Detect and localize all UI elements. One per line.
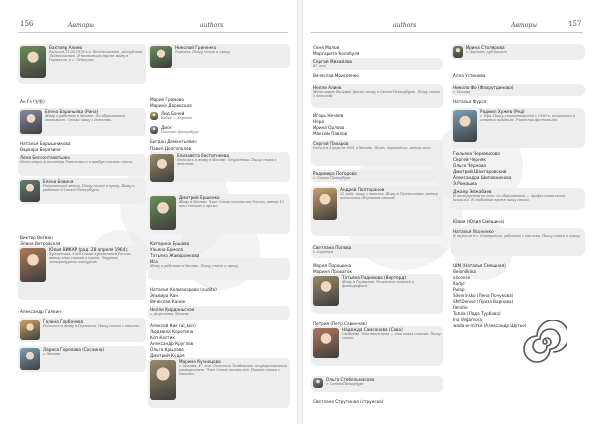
author-name: Надежда Самсонова (Сава): [342, 327, 403, 332]
author-name: Ольга Крылова: [150, 347, 184, 352]
author-photo: [150, 126, 158, 134]
author-name: Ан Гэ (安歌): [20, 99, 45, 104]
author-bio: г. Саратов: [313, 250, 333, 254]
author-name: Елена Бараньева (Рина): [45, 109, 99, 114]
author-bio: Бабко — Харьков: [161, 116, 192, 120]
author-name: Диск: [161, 125, 172, 130]
author-name: Ирина Орлова: [313, 125, 345, 130]
header-rule-left: [18, 32, 288, 33]
author-name: Бахтияр Алиев: [49, 45, 82, 50]
author-name: Гюльяна Черемисова: [453, 151, 500, 156]
page-number-right: 157: [568, 20, 582, 28]
author-name: Максим Павлов: [313, 131, 348, 136]
header-authors-en-left: authors: [200, 22, 224, 29]
author-bio: Родилась и живу в Москве. Студентка. Пишу стихи с детства.: [177, 158, 277, 167]
author-bio: Живу в Москве. Член Союза писателей России, автор 15 книг стихов и прозы.: [179, 200, 284, 209]
author-name: Елена Бовина: [43, 179, 74, 184]
author-name: Александра Шиповникова: [453, 175, 512, 180]
author-bio: Родилась и живу в Германии. Пишу стихи с юности.: [43, 324, 141, 328]
author-photo: [20, 46, 46, 78]
author-name: Мариня Проваток: [313, 269, 353, 274]
page-number-left: 156: [20, 20, 34, 28]
author-bio: Меня зовут Валерий Данко, живу в Санкт-Петербурге. Пишу стихи с детства.: [313, 90, 441, 99]
author-name: Галина Горбачева: [43, 319, 84, 324]
left-page: [0, 0, 297, 424]
author-bio: Живу в Германии. Увлекаюсь поэзией и фотографией.: [342, 280, 415, 289]
author-bio: Я выросла в г. Ставрополь, работаю с книгами. Пишу стихи и прозу.: [453, 234, 581, 238]
author-photo: [313, 188, 337, 220]
author-name: wada w-mirke (Александр Шутье): [453, 323, 527, 328]
author-name: Маргарита Колобуля: [313, 51, 360, 56]
author-name: Лид Бачей: [161, 111, 185, 116]
author-name: Андрей Полторанов: [340, 187, 385, 192]
author-bio: г. Москва: [453, 90, 471, 94]
right-page: [303, 0, 600, 424]
author-name: Сергей Черняк: [453, 157, 486, 162]
author-name: Радмил Хужев (Ред): [480, 109, 525, 114]
author-bio: г. Санкт-Петербург: [326, 382, 364, 386]
author-name: Сеня Малой: [313, 45, 340, 50]
author-name: Silverinsko (Лена Почукова): [453, 293, 514, 298]
author-photo: [20, 180, 40, 202]
author-name: Юлия (Юлия Смешина): [453, 219, 505, 224]
author-name: Ina Vegamora: [453, 317, 483, 322]
header-authors-ru-right: Авторы: [511, 22, 538, 29]
spiral-ornament-icon: [523, 320, 567, 364]
author-name: Сергей Михайлов: [313, 59, 352, 64]
header-authors-en-right: authors: [393, 22, 417, 29]
author-name: Александр Галкин: [20, 309, 61, 314]
author-bio: г. Харьков, публицист: [466, 50, 507, 54]
author-name: tlenitie: [453, 305, 468, 310]
author-photo: [313, 276, 339, 306]
author-bio: Я инструктор по йоге, по образованию — профессиональный психолог. В свободное время пишу стихи.: [453, 194, 566, 203]
author-name: Belonilkina: [453, 269, 476, 274]
author-photo: [150, 46, 172, 68]
author-name: Светлана Попова: [313, 245, 352, 250]
author-name: Tutula (Лада Турбова): [453, 311, 501, 316]
author-photo: [20, 320, 40, 340]
author-photo: [313, 328, 339, 358]
author-bio: Родился 3 апреля 1961 в Москве. Поэт, переводчик, автор книг.: [313, 146, 432, 150]
author-name: Татьяна Радимова (Вертерд): [342, 275, 406, 280]
author-name: Юлия ВИКАР (род. 28 апреля 1964).: [49, 247, 129, 252]
author-name: Никола Фо (Фахрутдинова): [453, 85, 514, 90]
author-entry-box: [148, 258, 290, 280]
author-name: Виктор Вегиан: [20, 235, 53, 240]
header-authors-ru-left: Авторы: [68, 22, 95, 29]
author-photo: [20, 348, 40, 370]
author-name: Элина Ветровская: [20, 241, 61, 246]
author-name: alicense: [453, 275, 471, 280]
author-name: Алексей Кик (al_kon): [150, 323, 196, 328]
author-bio: Художница, член Союза художников России, автор книг стихов и прозы. Лауреат литературных конкурсов.: [49, 252, 132, 265]
author-name: Игорь Нечаев: [313, 113, 344, 118]
author-name: Марина Даровская: [150, 103, 192, 108]
author-name: Pulap: [453, 287, 465, 292]
author-name: ШМ (Наталья Смешная): [453, 263, 506, 268]
author-name: Лена Бессонтаевтыжа: [20, 155, 70, 160]
author-name: Богдан Дементьевич: [150, 139, 197, 144]
author-name: Николай Гриненко: [175, 45, 217, 50]
author-name: Эльвира Кан: [150, 293, 179, 298]
author-bio: 47 лет: [313, 64, 326, 68]
author-photo: [20, 248, 46, 282]
author-name: Мария Громова: [150, 97, 184, 102]
author-name: Людмила Коротина: [150, 329, 194, 334]
author-name: Дмитрий Шахтаровский: [453, 169, 507, 174]
author-name: Нелли Кирданьсная: [150, 307, 195, 312]
author-name: Наталья Барышникова: [20, 141, 71, 146]
author-name: Нелли Алиев: [313, 85, 342, 90]
author-bio: Меня зовут Александра Ривальчик и я пробую писать стихи.: [20, 160, 134, 164]
author-name: Наталья Фурсе: [453, 99, 487, 104]
author-photo: [313, 378, 323, 388]
author-bio: 32 года, пишу с юности. Живу в Подмосковье. Автор нескольких сборников стихов.: [340, 192, 438, 201]
author-name: Радомира Погорова: [313, 171, 357, 176]
author-photo: [150, 360, 176, 400]
author-name: Ольга Стебельмасова: [326, 377, 375, 382]
header-rule-right: [311, 32, 583, 33]
author-name: Нора: [313, 119, 324, 124]
author-name: Иса: [150, 259, 159, 264]
author-bio: Начинающий автор. Пишу стихи и прозу. Живу и работаю в Санкт-Петербурге.: [43, 184, 135, 193]
author-name: Наталья Колмахарова (vudita): [150, 287, 217, 292]
author-bio: Свободна. Это твоя вина — это новая стихия. Пишу стихи.: [342, 332, 441, 341]
author-name: Наталья Ясоненко: [453, 229, 494, 234]
author-bio: Живу и работаю в Москве. Пишу стихи и прозу.: [150, 264, 239, 268]
author-photo: [150, 154, 174, 182]
author-bio: г. Санкт-Петербург: [313, 176, 351, 180]
author-name: Джанр Эйжабаев: [453, 189, 492, 194]
author-photo: [453, 46, 463, 58]
author-name: Kadyl: [453, 281, 465, 286]
author-name: Дмитрий Кудря: [150, 353, 185, 358]
author-name: Марина Кузнецова: [179, 359, 221, 364]
author-name: Петрия (Петр Савинчак): [313, 321, 367, 326]
author-bio: г. Уфа. Пишу стихотворения с 1990-х, печатаюсь в сетевых изданиях. Участник фестивалей.: [480, 114, 576, 123]
author-bio: Николай Даньербург: [161, 130, 199, 134]
author-bio: Живу и работаю в Москве. По образованию экономист. Стихи пишу с детства.: [45, 114, 126, 123]
author-name: Ульяна Ермола: [150, 247, 184, 252]
author-name: Вячеслав Канин: [150, 299, 186, 304]
author-photo: [150, 196, 176, 230]
author-name: Варвара Березина: [20, 147, 61, 152]
author-name: Мария Порошина: [313, 263, 352, 268]
author-bio: г. Москва: [43, 352, 61, 356]
author-bio: г. Апрелевка, Москва: [150, 312, 189, 316]
author-bio: г. Москва, 47 лет. Окончила Тамбовский государственный университет. Член Союза писателей. Пишет стихи с юности.: [179, 364, 288, 377]
author-name: Светлана Струтиная (струнска): [313, 399, 384, 404]
author-photo: [150, 112, 158, 120]
author-name: Ирина Столярова: [466, 45, 505, 50]
author-name: Э.Ромашка: [453, 181, 477, 186]
author-bio: Украина. Пишу стихи и прозу.: [175, 50, 231, 54]
author-name: Лариса Горелова (Соснина): [43, 347, 105, 352]
author-name: Ксп Костик: [150, 335, 175, 340]
author-name: Павел Долгополов: [150, 146, 192, 151]
author-photo: [453, 110, 477, 142]
author-name: Катерина Ершова: [150, 241, 190, 246]
author-name: Дмитрий Ершенко: [179, 195, 220, 200]
author-name: Алла Устинова: [453, 73, 486, 78]
author-name: Ольга Чернова: [453, 163, 486, 168]
author-name: Елизавета Евстигнеева: [177, 153, 229, 158]
author-name: Сергей Пахаров: [313, 141, 349, 146]
author-name: Александр Круглов: [150, 341, 194, 346]
author-bio: Родился 11.08.1975 в г. Пенджикенте, республика Таджикистан. В настоящее время живу в Германии, в г. Лейпциге.: [49, 50, 143, 63]
author-name: SNYDenise (Луиза Варнова): [453, 299, 514, 304]
author-name: Вячеслав Моисеенко: [313, 73, 359, 78]
author-name: Татьяна Жаворонкова: [150, 253, 200, 258]
author-photo: [20, 110, 42, 134]
